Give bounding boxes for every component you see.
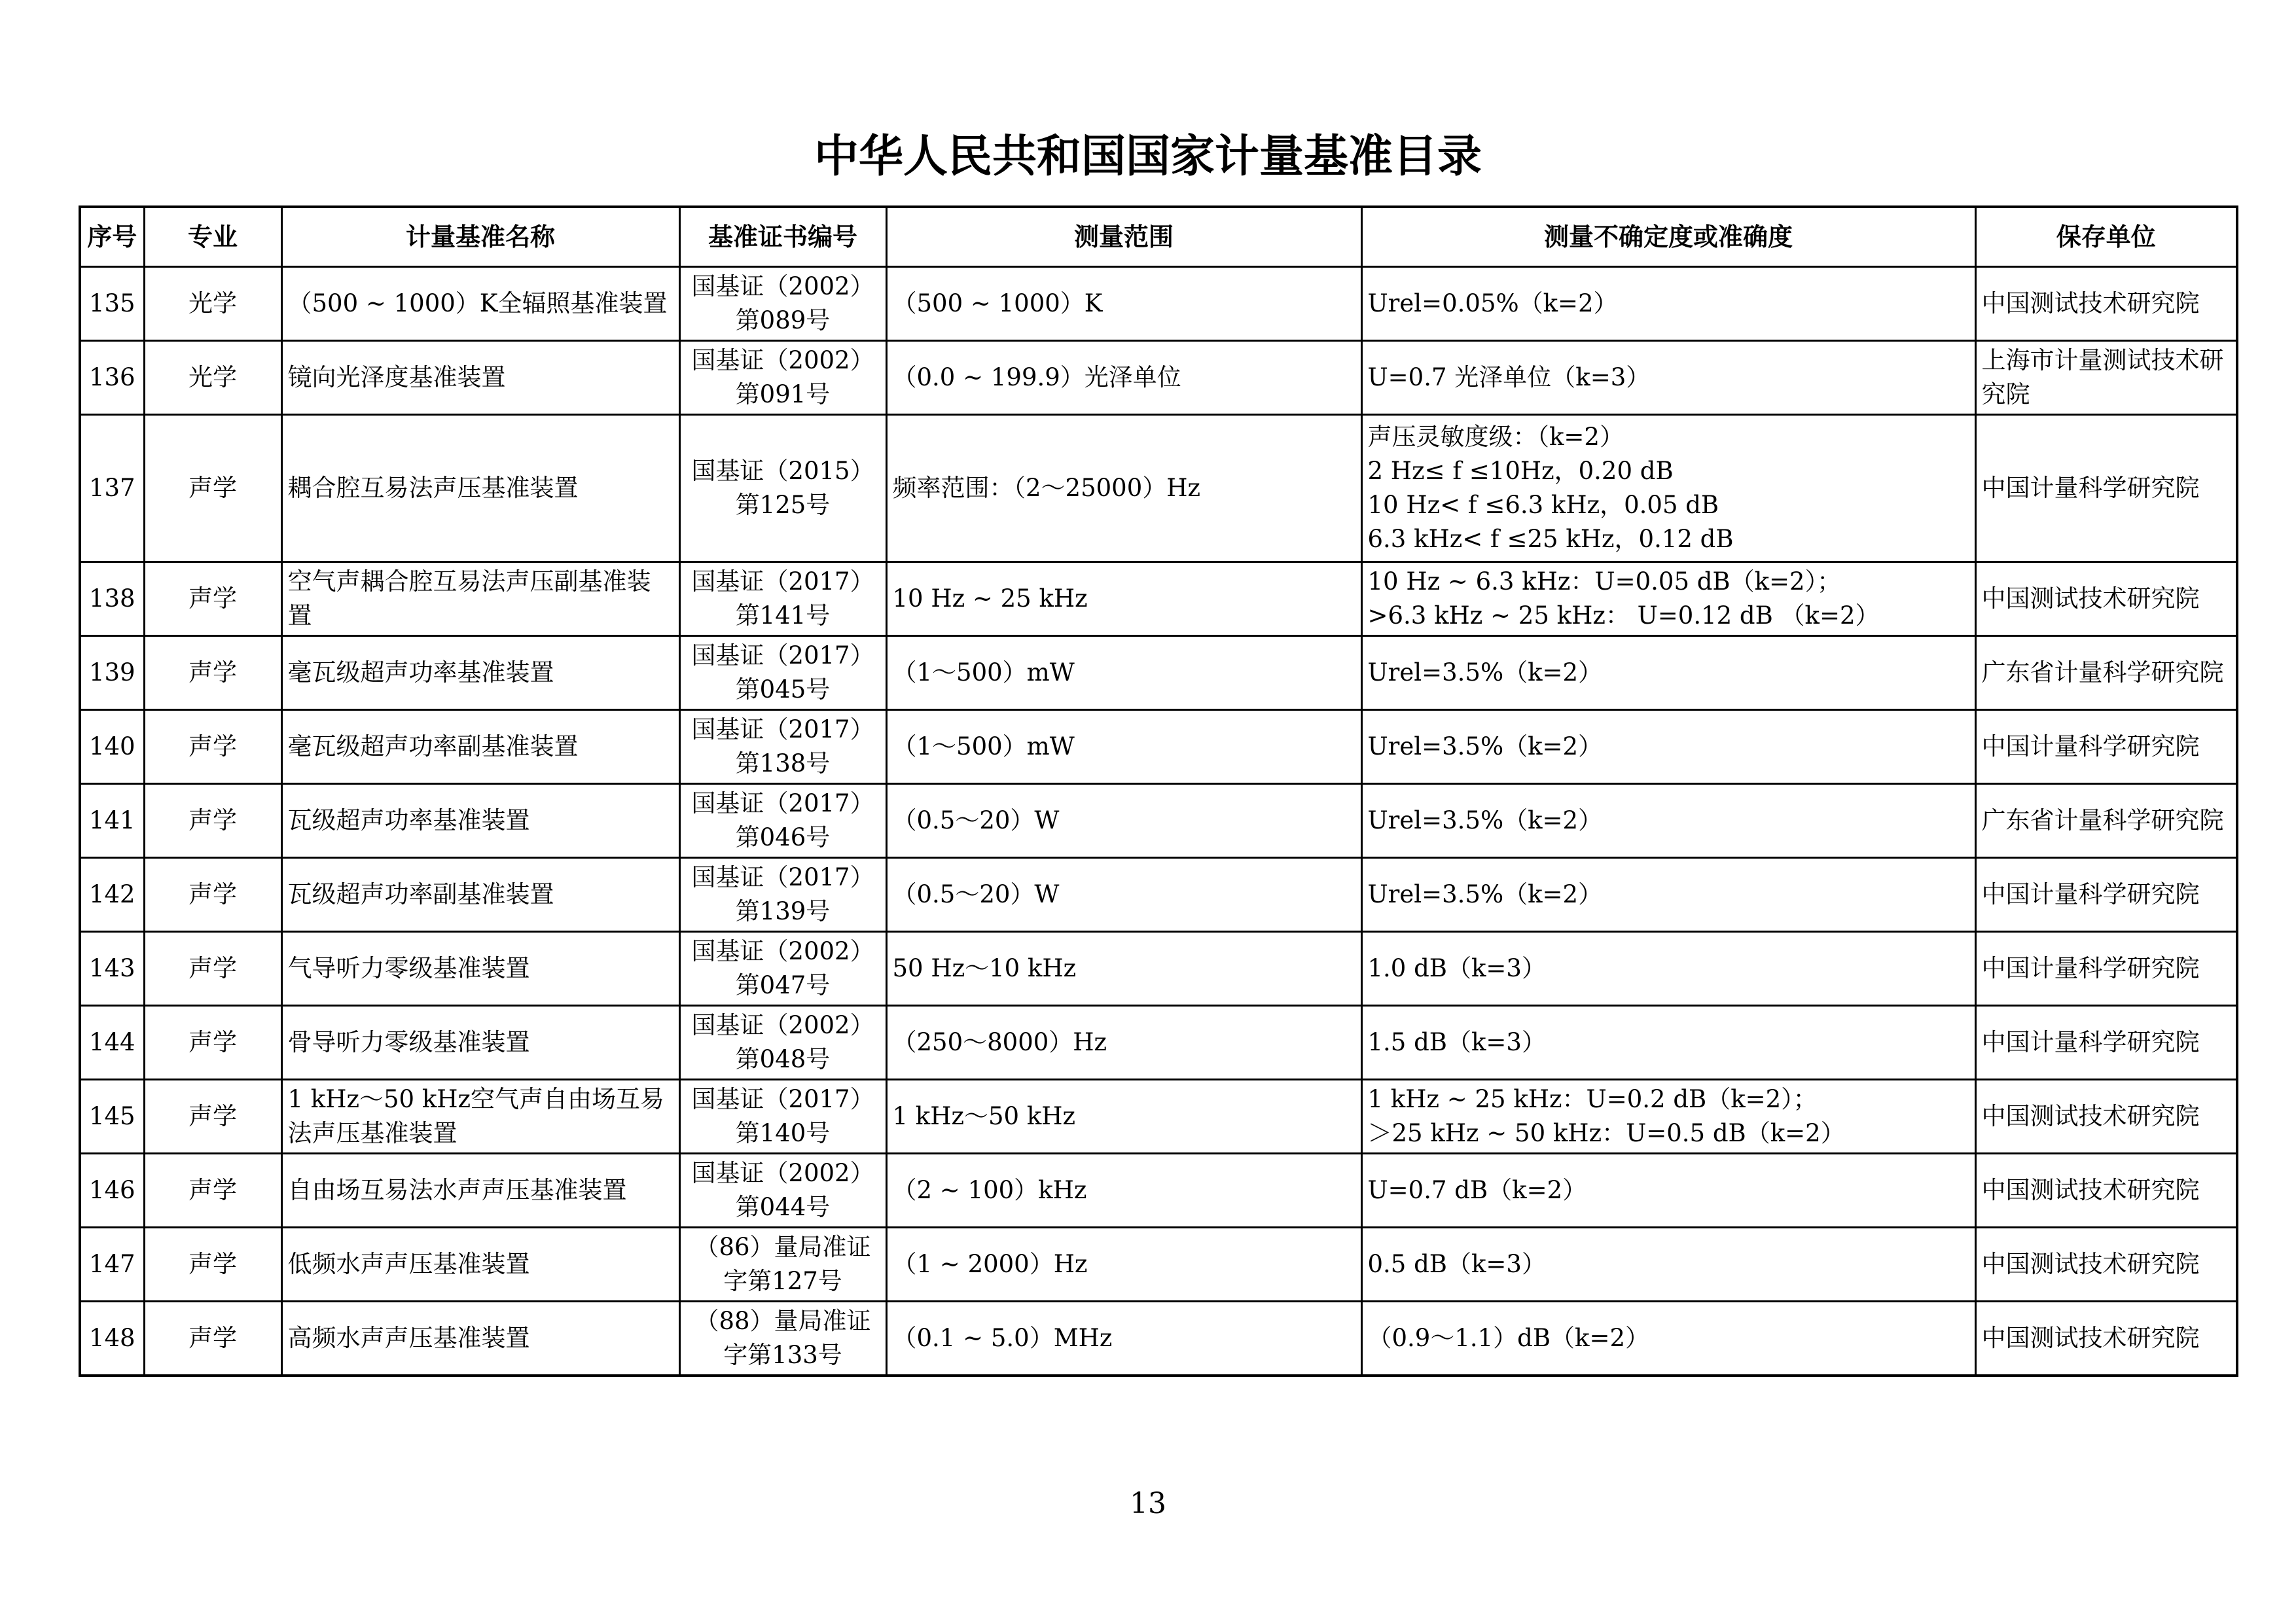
cell-number: 143 [80,932,144,1006]
cell-field: 光学 [144,341,281,415]
uncertainty-line: U=0.7 光泽单位（k=3） [1367,363,1651,391]
cell-number: 135 [80,267,144,341]
cell-number: 147 [80,1228,144,1302]
cell-uncertainty [1361,415,1975,562]
cell-institution: 中国测试技术研究院 [1975,1080,2237,1154]
cell-institution: 中国计量科学研究院 [1975,932,2237,1006]
table-row [80,267,2237,341]
cell-field: 声学 [144,1302,281,1376]
cell-uncertainty [1361,636,1975,710]
table-row [80,932,2237,1006]
cell-institution: 中国计量科学研究院 [1975,1006,2237,1080]
cell-number: 148 [80,1302,144,1376]
uncertainty-line: 1 kHz ~ 25 kHz：U=0.2 dB（k=2）； [1367,1085,1818,1113]
cell-certificate: 国基证（2017）第138号 [679,710,886,784]
cell-uncertainty [1361,562,1975,636]
cell-range: （0.1 ~ 5.0）MHz [886,1302,1361,1376]
cell-institution: 中国测试技术研究院 [1975,562,2237,636]
cell-name: 高频水声声压基准装置 [281,1302,679,1376]
cell-number: 138 [80,562,144,636]
table-row [80,636,2237,710]
cell-range: （500 ~ 1000）K [886,267,1361,341]
table-row [80,415,2237,562]
cell-certificate: 国基证（2002）第044号 [679,1154,886,1228]
uncertainty-line: >6.3 kHz ~ 25 kHz： U=0.12 dB （k=2） [1367,601,1880,630]
cell-field: 声学 [144,415,281,562]
cell-certificate: 国基证（2002）第089号 [679,267,886,341]
cell-range: 1 kHz～50 kHz [886,1080,1361,1154]
table-row [80,562,2237,636]
cell-range: 频率范围：（2～25000）Hz [886,415,1361,562]
uncertainty-line: 2 Hz≤ f ≤10Hz，0.20 dB [1367,457,1674,485]
table-row [80,710,2237,784]
col-header-uncertainty: 测量不确定度或准确度 [1361,207,1975,267]
uncertainty-line: Urel=3.5%（k=2） [1367,658,1603,687]
cell-name: 瓦级超声功率副基准装置 [281,858,679,932]
cell-certificate: 国基证（2015）第125号 [679,415,886,562]
table-row [80,1006,2237,1080]
cell-uncertainty [1361,1154,1975,1228]
cell-field: 声学 [144,562,281,636]
cell-field: 声学 [144,1228,281,1302]
col-header-field: 专业 [144,207,281,267]
cell-field: 光学 [144,267,281,341]
table-body [80,267,2237,1376]
cell-uncertainty [1361,710,1975,784]
cell-certificate: 国基证（2017）第139号 [679,858,886,932]
cell-range: （0.0 ~ 199.9）光泽单位 [886,341,1361,415]
uncertainty-line: 10 Hz ~ 6.3 kHz：U=0.05 dB（k=2）； [1367,567,1842,596]
page-number: 13 [1130,1487,1166,1520]
uncertainty-line: Urel=3.5%（k=2） [1367,732,1603,760]
table-row [80,1080,2237,1154]
uncertainty-line: （0.9～1.1）dB（k=2） [1367,1324,1650,1352]
table-row [80,341,2237,415]
cell-number: 136 [80,341,144,415]
cell-range: （0.5～20）W [886,784,1361,858]
page-title: 中华人民共和国国家计量基准目录 [814,131,1482,183]
cell-range: （2 ~ 100）kHz [886,1154,1361,1228]
cell-certificate: 国基证（2017）第141号 [679,562,886,636]
cell-range: （1 ~ 2000）Hz [886,1228,1361,1302]
cell-institution: 中国测试技术研究院 [1975,1228,2237,1302]
cell-field: 声学 [144,1154,281,1228]
cell-certificate: 国基证（2002）第091号 [679,341,886,415]
cell-name: （500 ~ 1000）K全辐照基准装置 [281,267,679,341]
col-header-certificate: 基准证书编号 [679,207,886,267]
cell-uncertainty [1361,932,1975,1006]
cell-name: 耦合腔互易法声压基准装置 [281,415,679,562]
uncertainty-line: Urel=0.05%（k=2） [1367,289,1618,317]
cell-certificate: 国基证（2002）第048号 [679,1006,886,1080]
uncertainty-line: 10 Hz< f ≤6.3 kHz，0.05 dB [1367,491,1719,519]
col-header-institution: 保存单位 [1975,207,2237,267]
cell-name: 气导听力零级基准装置 [281,932,679,1006]
cell-name: 低频水声声压基准装置 [281,1228,679,1302]
col-header-name: 计量基准名称 [281,207,679,267]
cell-institution: 中国测试技术研究院 [1975,1302,2237,1376]
uncertainty-line: Urel=3.5%（k=2） [1367,806,1603,834]
cell-range: 50 Hz～10 kHz [886,932,1361,1006]
cell-field: 声学 [144,784,281,858]
uncertainty-line: Urel=3.5%（k=2） [1367,880,1603,908]
cell-uncertainty [1361,1080,1975,1154]
cell-number: 137 [80,415,144,562]
uncertainty-line: 1.0 dB（k=3） [1367,954,1546,982]
cell-field: 声学 [144,1006,281,1080]
cell-certificate: 国基证（2017）第046号 [679,784,886,858]
cell-number: 146 [80,1154,144,1228]
cell-certificate: （88）量局准证字第133号 [679,1302,886,1376]
table-row [80,1302,2237,1376]
cell-institution: 广东省计量科学研究院 [1975,784,2237,858]
uncertainty-line: 6.3 kHz< f ≤25 kHz，0.12 dB [1367,525,1734,553]
cell-institution: 中国计量科学研究院 [1975,710,2237,784]
cell-certificate: 国基证（2017）第140号 [679,1080,886,1154]
cell-number: 144 [80,1006,144,1080]
cell-field: 声学 [144,710,281,784]
cell-institution: 中国计量科学研究院 [1975,415,2237,562]
cell-institution: 广东省计量科学研究院 [1975,636,2237,710]
cell-certificate: （86）量局准证字第127号 [679,1228,886,1302]
cell-uncertainty [1361,267,1975,341]
cell-range: （0.5～20）W [886,858,1361,932]
col-header-range: 测量范围 [886,207,1361,267]
cell-name: 空气声耦合腔互易法声压副基准装置 [281,562,679,636]
table-header-row [80,207,2237,267]
uncertainty-line: 声压灵敏度级：（k=2） [1367,423,1624,451]
table-row [80,784,2237,858]
cell-name: 瓦级超声功率基准装置 [281,784,679,858]
cell-field: 声学 [144,1080,281,1154]
cell-uncertainty [1361,1302,1975,1376]
cell-certificate: 国基证（2002）第047号 [679,932,886,1006]
cell-uncertainty [1361,858,1975,932]
cell-institution: 中国测试技术研究院 [1975,267,2237,341]
cell-name: 毫瓦级超声功率副基准装置 [281,710,679,784]
cell-name: 1 kHz～50 kHz空气声自由场互易法声压基准装置 [281,1080,679,1154]
cell-field: 声学 [144,858,281,932]
cell-certificate: 国基证（2017）第045号 [679,636,886,710]
cell-range: （1～500）mW [886,636,1361,710]
cell-uncertainty [1361,1006,1975,1080]
cell-uncertainty [1361,341,1975,415]
cell-institution: 中国计量科学研究院 [1975,858,2237,932]
cell-name: 毫瓦级超声功率基准装置 [281,636,679,710]
uncertainty-line: 0.5 dB（k=3） [1367,1250,1546,1278]
uncertainty-line: ＞25 kHz ~ 50 kHz：U=0.5 dB（k=2） [1367,1119,1845,1147]
cell-number: 145 [80,1080,144,1154]
cell-range: （250～8000）Hz [886,1006,1361,1080]
table-row [80,1228,2237,1302]
table-row [80,858,2237,932]
cell-number: 142 [80,858,144,932]
cell-number: 140 [80,710,144,784]
cell-institution: 中国测试技术研究院 [1975,1154,2237,1228]
cell-name: 镜向光泽度基准装置 [281,341,679,415]
cell-name: 自由场互易法水声声压基准装置 [281,1154,679,1228]
cell-uncertainty [1361,1228,1975,1302]
cell-number: 141 [80,784,144,858]
cell-name: 骨导听力零级基准装置 [281,1006,679,1080]
cell-uncertainty [1361,784,1975,858]
uncertainty-line: U=0.7 dB（k=2） [1367,1176,1587,1204]
col-header-number: 序号 [80,207,144,267]
cell-range: 10 Hz ~ 25 kHz [886,562,1361,636]
cell-range: （1～500）mW [886,710,1361,784]
uncertainty-line: 1.5 dB（k=3） [1367,1028,1546,1056]
standards-table [79,205,2238,1377]
cell-number: 139 [80,636,144,710]
cell-field: 声学 [144,932,281,1006]
cell-field: 声学 [144,636,281,710]
cell-institution: 上海市计量测试技术研究院 [1975,341,2237,415]
table-row [80,1154,2237,1228]
